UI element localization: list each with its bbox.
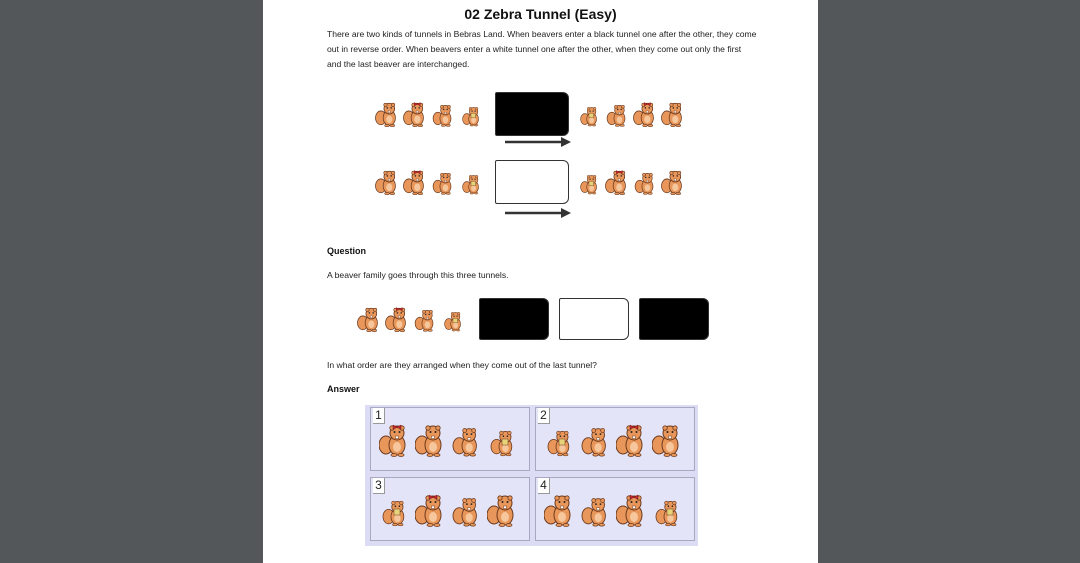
beaver-icon [633, 169, 657, 195]
beaver-icon [544, 420, 574, 460]
beaver-icon [431, 101, 455, 127]
answer-option-1[interactable] [370, 407, 530, 471]
beaver-icon [580, 490, 610, 530]
beaver-icon [413, 306, 437, 332]
beaver-icon [580, 420, 610, 460]
example-white-output-beavers [577, 169, 689, 195]
question-text: A beaver family goes through this three tunnels. [327, 270, 509, 280]
beaver-icon [577, 101, 601, 127]
arrow-right-icon [503, 136, 573, 148]
beaver-icon [385, 306, 409, 332]
beaver-icon [375, 169, 399, 195]
beaver-icon [459, 169, 483, 195]
black-tunnel-icon [495, 92, 569, 136]
beaver-icon [661, 101, 685, 127]
white-tunnel-icon [495, 160, 569, 204]
question-heading: Question [327, 246, 367, 256]
prompt-text: In what order are they arranged when they come out of the last tunnel? [327, 360, 597, 370]
white-tunnel-icon [559, 298, 629, 340]
black-tunnel-icon [479, 298, 549, 340]
beaver-icon [652, 490, 682, 530]
beaver-icon [577, 169, 601, 195]
beaver-icon [357, 306, 381, 332]
beaver-icon [415, 490, 445, 530]
arrow-right-icon [503, 207, 573, 219]
beaver-icon [403, 101, 427, 127]
answer-option-2[interactable] [535, 407, 695, 471]
answer-heading: Answer [327, 384, 360, 394]
beaver-icon [375, 101, 399, 127]
option-number: 4 [538, 478, 550, 494]
beaver-icon [652, 420, 682, 460]
page-title: 02 Zebra Tunnel (Easy) [464, 6, 617, 22]
beaver-icon [487, 490, 517, 530]
intro-paragraph: There are two kinds of tunnels in Bebras Land. When beavers enter a black tunnel one after the other, they come out in reverse order. When beavers enter a white tunnel one after the other, when they come out only the first and the last beaver are interchanged. [327, 29, 757, 69]
answer-options [365, 405, 698, 546]
beaver-icon [605, 101, 629, 127]
black-tunnel-icon [639, 298, 709, 340]
example-black-output-beavers [577, 101, 689, 127]
example-black-input-beavers [375, 101, 487, 127]
answer-option-4[interactable] [535, 477, 695, 541]
example-white-input-beavers [375, 169, 487, 195]
document-page [263, 0, 818, 563]
beaver-icon [379, 490, 409, 530]
example-black-row [375, 92, 689, 136]
question-beavers [357, 306, 469, 332]
beaver-icon [403, 169, 427, 195]
beaver-icon [616, 490, 646, 530]
beaver-icon [661, 169, 685, 195]
beaver-icon [633, 101, 657, 127]
question-row [357, 298, 709, 340]
option-number: 3 [373, 478, 385, 494]
beaver-icon [451, 490, 481, 530]
beaver-icon [487, 420, 517, 460]
beaver-icon [605, 169, 629, 195]
beaver-icon [379, 420, 409, 460]
example-white-row [375, 160, 689, 204]
option-number: 1 [373, 408, 385, 424]
answer-option-3[interactable] [370, 477, 530, 541]
beaver-icon [451, 420, 481, 460]
option-number: 2 [538, 408, 550, 424]
beaver-icon [431, 169, 455, 195]
beaver-icon [441, 306, 465, 332]
beaver-icon [544, 490, 574, 530]
beaver-icon [459, 101, 483, 127]
beaver-icon [616, 420, 646, 460]
beaver-icon [415, 420, 445, 460]
